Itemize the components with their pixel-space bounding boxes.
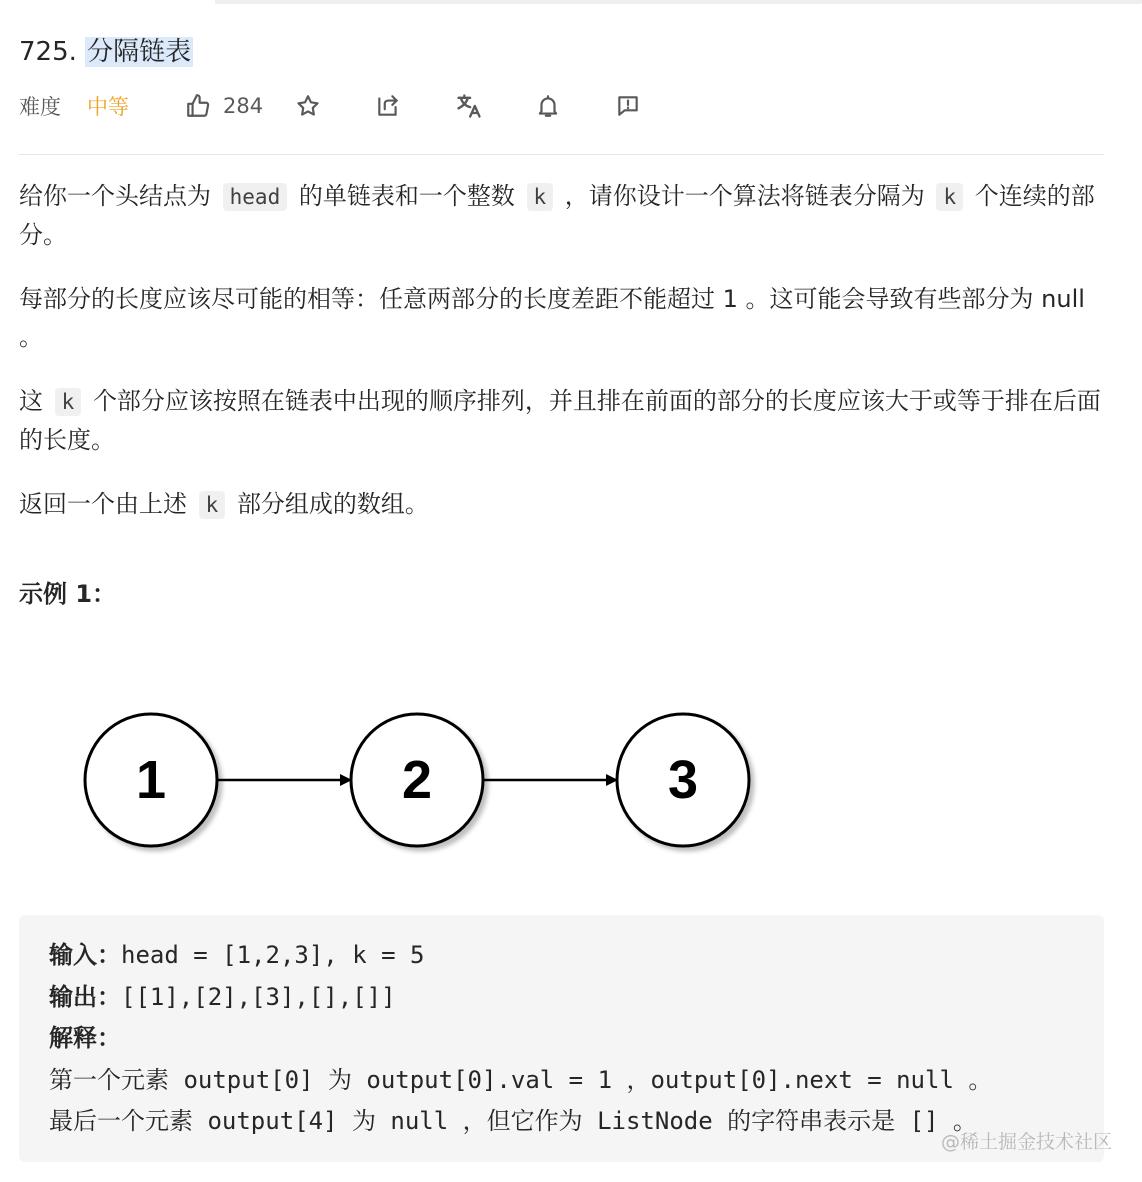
example-explain-label: 解释：	[49, 1024, 121, 1052]
feedback-icon	[615, 93, 641, 119]
node-value: 2	[401, 750, 433, 810]
example-explain-line: 第一个元素 output[0] 为 output[0].val = 1 ，output[0].next = null 。	[49, 1065, 993, 1094]
node-value: 3	[667, 750, 699, 810]
list-node	[351, 714, 483, 846]
node-value: 1	[135, 750, 167, 810]
problem-title	[19, 30, 1104, 74]
bell-icon	[535, 93, 561, 119]
translate-icon	[455, 92, 483, 120]
share-button[interactable]	[375, 93, 455, 119]
problem-meta-bar	[19, 86, 1104, 126]
linked-list-diagram	[60, 680, 760, 860]
example-title: 示例 1：	[19, 580, 117, 608]
notification-button[interactable]	[535, 93, 615, 119]
like-count: 284	[223, 94, 264, 118]
example-code-block	[19, 915, 1104, 1162]
divider	[19, 154, 1104, 155]
like-button[interactable]	[185, 93, 295, 119]
top-divider	[215, 0, 1142, 4]
inline-code: k	[936, 183, 963, 211]
inline-code: k	[55, 388, 82, 416]
share-icon	[375, 93, 401, 119]
list-node	[85, 714, 217, 846]
inline-code: k	[527, 183, 554, 211]
problem-name: 分隔链表	[87, 37, 192, 67]
difficulty-label: 难度	[19, 95, 61, 119]
watermark: @稀土掘金技术社区	[940, 1131, 1112, 1153]
favorite-button[interactable]	[295, 93, 375, 119]
translate-button[interactable]	[455, 92, 535, 120]
difficulty-value: 中等	[87, 95, 129, 119]
thumbs-up-icon	[185, 93, 211, 119]
inline-code: k	[199, 491, 226, 519]
inline-code: head	[223, 183, 288, 211]
feedback-button[interactable]	[615, 93, 695, 119]
example-output-line: 输出：[[1],[2],[3],[],[]]	[49, 982, 396, 1011]
description-paragraph: 这 k 个部分应该按照在链表中出现的顺序排列，并且排在前面的部分的长度应该大于或等于排在后面的长度。	[19, 387, 1101, 454]
example-explain-line: 最后一个元素 output[4] 为 null ，但它作为 ListNode 的字符串表示是 [] 。	[49, 1107, 977, 1135]
description-paragraph: 返回一个由上述 k 部分组成的数组。	[19, 490, 429, 518]
description-paragraph: 每部分的长度应该尽可能的相等：任意两部分的长度差距不能超过 1 。这可能会导致有些部分为 null 。	[19, 285, 1085, 351]
description-paragraph: 给你一个头结点为 head 的单链表和一个整数 k ，请你设计一个算法将链表分隔为 k 个连续的部分。	[19, 182, 1095, 249]
problem-panel	[19, 30, 1104, 612]
list-node	[617, 714, 749, 846]
problem-description	[19, 177, 1104, 612]
problem-number: 725.	[19, 37, 77, 67]
star-icon	[295, 93, 321, 119]
example-input-line: 输入：head = [1,2,3], k = 5	[49, 941, 425, 969]
